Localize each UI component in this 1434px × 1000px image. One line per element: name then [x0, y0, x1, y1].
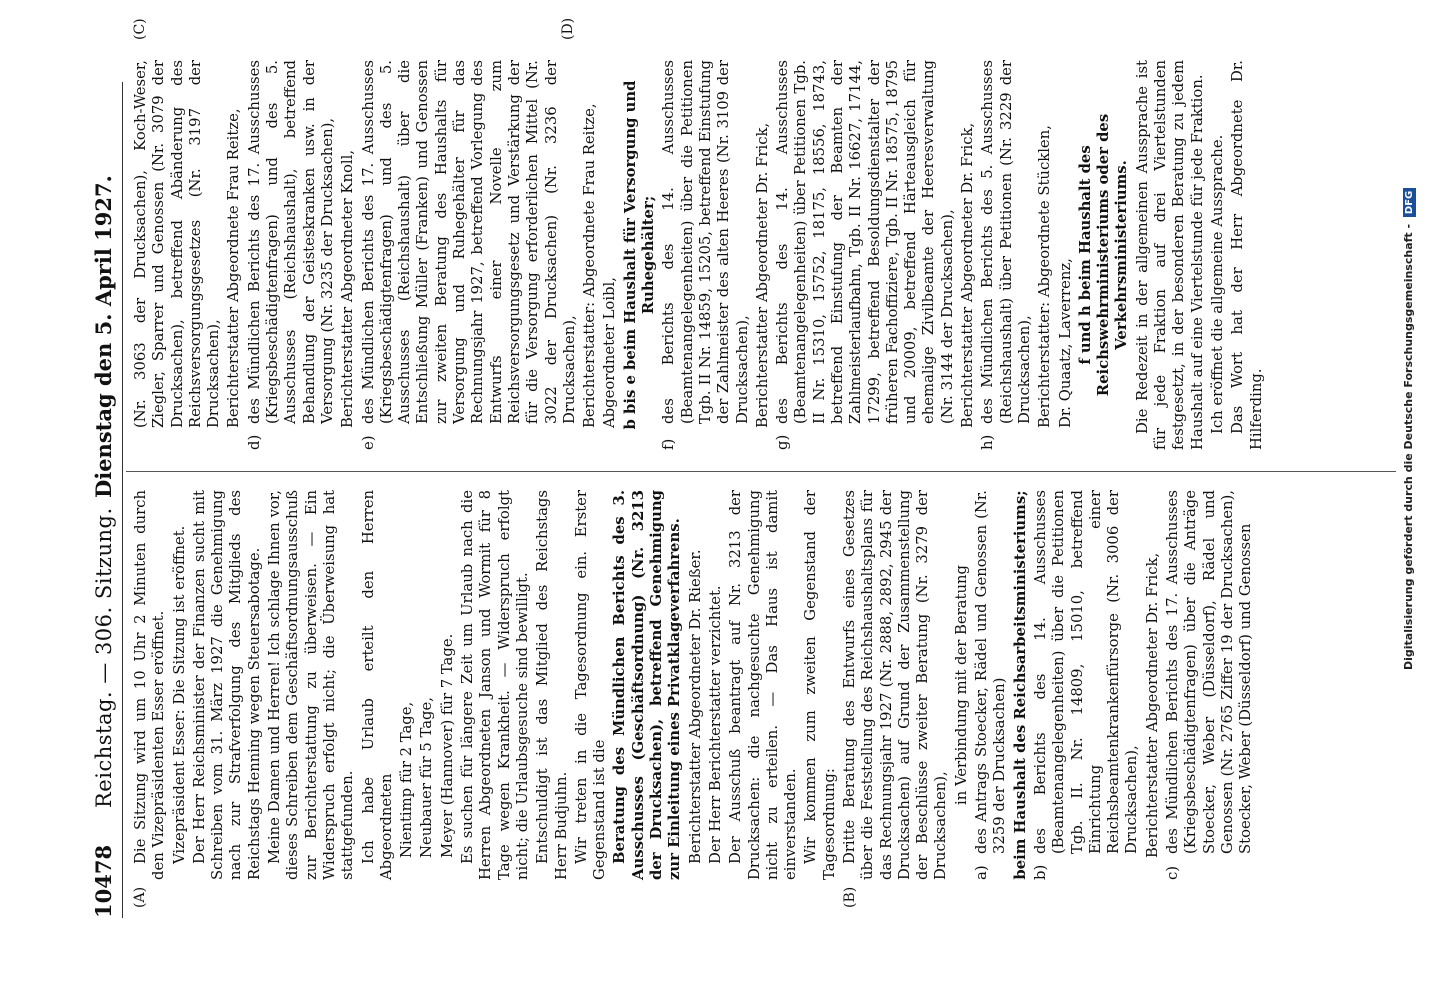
- reporter-line: Berichterstatter: Abgeordnete Stücklen,: [1036, 125, 1054, 428]
- item-label: h): [979, 434, 997, 450]
- agenda-item: Beratung des Mündlichen Berichts des 3. Ausschusses (Geschäftsordnung) (Nr. 3213 der Drucksachen), betreffend Genehmigung zur Einleitung eines Privatklageverfahrens.: [611, 490, 684, 880]
- reporter-line: Berichterstatter Abgeordneter Dr. Frick,: [1143, 552, 1161, 858]
- margin-mark-b: (B): [842, 886, 858, 908]
- agenda-subitem-a: [973, 490, 1010, 880]
- column-divider: [126, 471, 1396, 472]
- paragraph: Die Redezeit in der allgemeinen Aussprache ist für jede Fraktion auf drei Viertelstunden festgesetzt, in der besonderen Beratung zu jedem Haushalt auf eine Viertelstunde für jede Fraktion.: [1133, 60, 1206, 450]
- leave-entry: Nientimp für 2 Tage,: [398, 701, 416, 858]
- agenda-subitem-f: [660, 60, 751, 450]
- section-heading: beim Haushalt des Reichsarbeitsministeriums;: [1011, 490, 1029, 880]
- paragraph: Meine Damen und Herren! Ich schlage Ihnen vor, dieses Schreiben dem Geschäftsordnungsausschuß zur Berichterstattung zu überweisen. — Ein Widerspruch erfolgt nicht; die Überweisung hat stattgefunden.: [266, 490, 357, 880]
- paragraph: Wir treten in die Tagesordnung ein. Erster Gegenstand ist die: [572, 490, 609, 880]
- margin-mark-d: (D): [560, 17, 576, 40]
- paragraph: Der Herr Reichsminister der Finanzen sucht mit Schreiben vom 31. März 1927 die Genehmigung nach zur Strafverfolgung des Mitglieds des Reichstags Henning wegen Steuersabotage.: [190, 490, 263, 880]
- item-text: des Mündlichen Berichts des 5. Ausschusses (Reichshaushalt) über Petitionen (Nr. 3229 der Drucksachen),: [979, 60, 1033, 424]
- item-text: des Berichts des 14. Ausschusses (Beamtenangelegenheiten) über die Petitionen Tgb. II. Nr. 14809, 15010, betreffend Einrichtung einer Reichsbeamtenkrankenfürsorge (Nr. 3006 der Drucksachen),: [1031, 490, 1141, 854]
- margin-mark-a: (A): [132, 886, 148, 908]
- leave-entry: Meyer (Hannover) für 7 Tage.: [438, 633, 456, 858]
- paragraph: Berichterstatter Abgeordneter Dr. Rießer.: [686, 549, 704, 864]
- continuation-paragraph: (Nr. 3063 der Drucksachen), Koch-Weser, Ziegler, Sparrer und Genossen (Nr. 3079 der Drucksachen), betreffend Abänderung des Reichsversorgungsgesetzes (Nr. 3197 der Drucksachen),: [132, 60, 223, 428]
- paragraph: Der Herr Berichterstatter verzichtet.: [706, 585, 724, 864]
- agenda-subitem-h: [979, 60, 1034, 450]
- item-text: des Mündlichen Berichts des 17. Ausschusses (Kriegsbeschädigtenfragen) und des 5. Ausschusses (Reichshaushalt) über die Entschließung Müller (Franken) und Genossen zur zweiten Beratung des Haushalts für Versorgung und Ruhegehälter für das Rechnungsjahr 1927, betreffend Vorlegung des Entwurfs einer Novelle zum Reichsversorgungsgesetz und Verstärkung der für die Versorgung erforderlichen Mittel (Nr. 3022 der Drucksachen) (Nr. 3236 der Drucksachen),: [359, 60, 578, 424]
- item-label: e): [359, 435, 377, 450]
- agenda-subitem-e: [360, 60, 580, 450]
- paragraph: Es suchen für längere Zeit um Urlaub nach die Herren Abgeordneten Janson und Wormit für 8 Tage wegen Krankheit. — Widerspruch erfolgt nicht; die Urlaubsgesuche sind bewilligt.: [459, 490, 531, 880]
- left-column: [132, 490, 1258, 880]
- paragraph: Das Wort hat der Herr Abgeordnete Dr. Hilferding.: [1229, 60, 1265, 450]
- page-header: [82, 82, 123, 918]
- reporter-line: Dr. Quaatz, Laverrenz,: [1056, 258, 1074, 428]
- item-text: des Antrags Stoecker, Rädel und Genossen (Nr. 3259 der Drucksachen): [973, 490, 1009, 854]
- reporter-line: Berichterstatter Abgeordnete Frau Reitze,: [225, 108, 243, 428]
- item-text: des Berichts des 14. Ausschusses (Beamtenangelegenheiten) über die Petitionen Tgb. II Nr. 14859, 15205, betreffend Einstufung der Zahlmeister des alten Heeres (Nr. 3109 der Drucksachen),: [660, 60, 751, 424]
- paragraph: in Verbindung mit der Beratung: [952, 565, 970, 805]
- reporter-line: Abgeordneter Loibl,: [601, 277, 619, 428]
- agenda-item: Dritte Beratung des Entwurfs eines Gesetzes über die Feststellung des Reichshaushaltsplans für das Rechnungsjahr 1927 (Nr. 2888, 2892, 2945 der Drucksachen) auf Grund der Zusammenstellung der Beschlüsse zweiter Beratung (Nr. 3279 der Drucksachen),: [840, 490, 950, 880]
- item-label: f): [660, 438, 678, 450]
- leave-entry: Neubauer für 5 Tage,: [418, 697, 436, 858]
- margin-mark-c: (C): [132, 18, 148, 40]
- section-heading: b bis e beim Haushalt für Versorgung und Ruhegehälter;: [621, 80, 658, 430]
- speaker-paragraph: Vizepräsident Esser: Die Sitzung ist eröffnet.: [170, 525, 188, 864]
- page-number: 10478: [91, 844, 116, 918]
- agenda-subitem-d: [246, 60, 337, 450]
- session-title: Reichstag. — 306. Sitzung.: [92, 507, 116, 808]
- item-label: d): [245, 434, 263, 450]
- paragraph: Entschuldigt ist das Mitglied des Reichstags Herr Budjuhn.: [534, 490, 570, 880]
- agenda-subitem-c: [1164, 490, 1255, 880]
- item-text: des Berichts des 14. Ausschusses (Beamtenangelegenheiten) über Petitionen Tgb. II Nr. 15310, 15752, 18175, 18556, 18743, betreffend Einstufung der Beamten der Zahlmeisterlaufbahn, Tgb. II Nr. 16627, 17144, 17299, betreffend Besoldungsdienstalter der früheren Fachoffiziere, Tgb. II Nr. 18575, 18795 und 20009, betreffend Härteausgleich für ehemalige Zivilbeamte der Heeresverwaltung (Nr. 3144 der Drucksachen),: [774, 60, 956, 424]
- agenda-subitem-g: [774, 60, 957, 450]
- item-text: des Mündlichen Berichts des 17. Ausschusses (Kriegsbeschädigtenfragen) über die Anträge Stoecker, Weber (Düsseldorf), Rädel und Genossen (Nr. 2765 Ziffer 19 der Drucksachen), Stoecker, Weber (Düsseldorf) und Genossen: [1164, 490, 1255, 854]
- digitization-stamp: [1402, 0, 1416, 670]
- reporter-line: Berichterstatter Abgeordneter Knoll,: [339, 149, 357, 428]
- item-label: a): [973, 865, 991, 880]
- reporter-line: Berichterstatter Abgeordneter Dr. Frick,: [753, 122, 771, 428]
- item-text: des Mündlichen Berichts des 17. Ausschusses (Kriegsbeschädigtenfragen) und des 5. Ausschusses (Reichshaushalt), betreffend Behandlung der Geisteskranken usw. in der Versorgung (Nr. 3235 der Drucksachen),: [245, 60, 336, 424]
- reporter-line: Berichterstatter Abgeordneter Dr. Frick,: [959, 122, 977, 428]
- reporter-line: Berichterstatter: Abgeordnete Frau Reitze,: [581, 103, 599, 428]
- dfg-logo: DFG: [1403, 188, 1416, 217]
- right-column: [132, 60, 1268, 450]
- stamp-text: Digitalisierung gefördert durch die Deutsche Forschungsgemeinschaft -: [1402, 223, 1415, 670]
- item-label: b): [1031, 864, 1049, 880]
- opening-paragraph: Die Sitzung wird um 10 Uhr 2 Minuten durch den Vizepräsidenten Esser eröffnet.: [132, 490, 168, 880]
- agenda-subitem-b: [1032, 490, 1142, 880]
- paragraph: Ich eröffnet die allgemeine Aussprache.: [1208, 134, 1226, 434]
- item-label: c): [1164, 865, 1182, 880]
- paragraph: Wir kommen zum zweiten Gegenstand der Tagesordnung:: [802, 490, 838, 880]
- session-date: Dienstag den 5. April 1927.: [91, 175, 116, 498]
- section-heading: f und h beim Haushalt des Reichswehrministeriums oder des Verkehrsministeriums.: [1076, 113, 1131, 397]
- paragraph: Ich habe Urlaub erteilt den Herren Abgeordneten: [359, 490, 395, 880]
- item-label: g): [774, 434, 792, 450]
- paragraph: Der Ausschuß beantragt auf Nr. 3213 der Drucksachen: die nachgesuchte Genehmigung nicht zu erteilen. — Das Haus ist damit einverstanden.: [727, 490, 800, 880]
